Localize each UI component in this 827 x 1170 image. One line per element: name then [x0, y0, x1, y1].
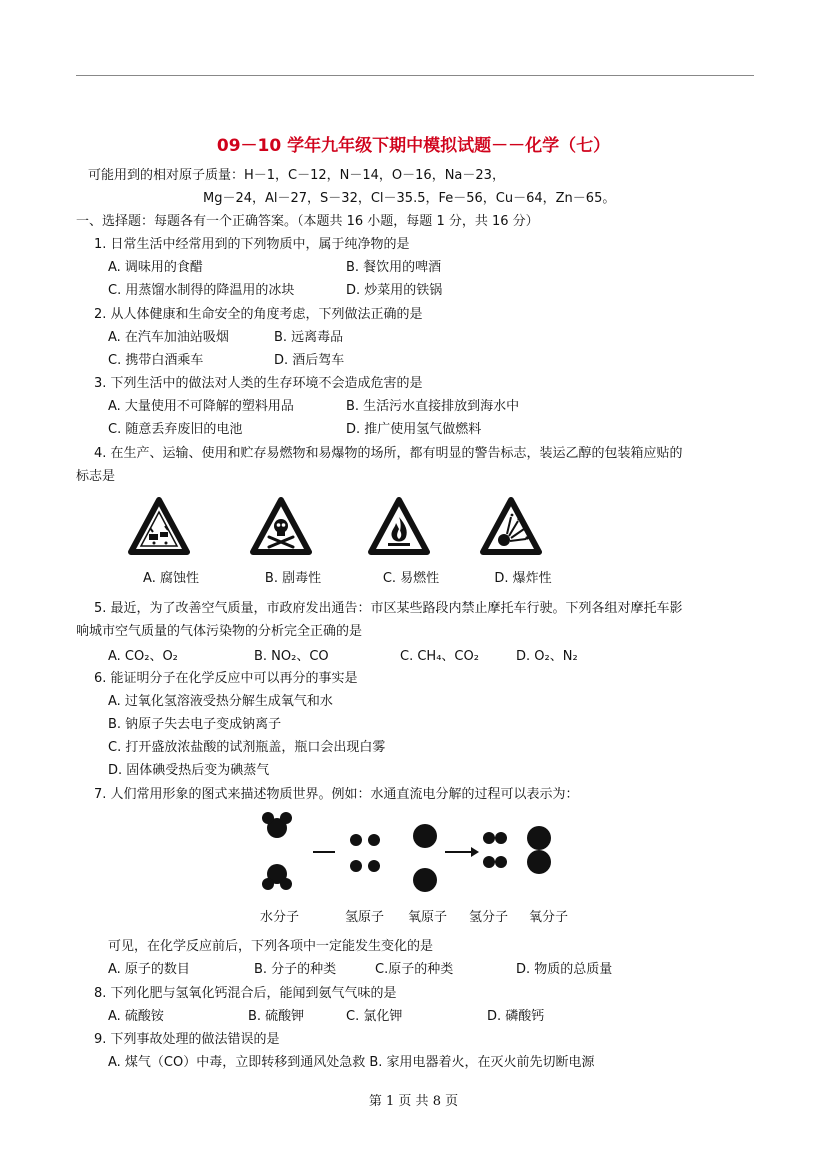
molecule-label: 水分子 [260, 910, 300, 925]
question-5-option-a: A. CO₂、O₂ [108, 649, 178, 664]
page-number: 第 1 页 共 8 页 [368, 1094, 459, 1109]
molecule-label: 氢原子 [345, 910, 385, 925]
question-7-option-c: C.原子的种类 [375, 962, 454, 977]
warning-signs-figure [126, 497, 566, 589]
question-8-option-d: D. 磷酸钙 [487, 1009, 545, 1024]
atomic-mass-line-2: Mg－24，Al－27，S－32，Cl－35.5，Fe－56，Cu－64，Zn－65。 [203, 191, 616, 206]
question-2-option-c: C. 携带白酒乘车 [108, 353, 204, 368]
sign-corrosive [126, 497, 216, 589]
water-molecule-icon [262, 812, 292, 890]
atomic-mass-line-1: 可能用到的相对原子质量：H－1，C－12，N－14，O－16，Na－23， [88, 168, 505, 183]
electrolysis-diagram [255, 808, 575, 928]
flame-sign-icon [368, 497, 430, 559]
sign-label: C. 易燃性 [382, 571, 440, 586]
sign-explosive [478, 497, 568, 589]
question-3-option-b: B. 生活污水直接排放到海水中 [346, 399, 520, 414]
question-9-options-ab: A. 煤气（CO）中毒，立即转移到通风处急救 B. 家用电器着火，在灭火前先切断电源 [108, 1055, 595, 1070]
sign-flammable [366, 497, 456, 589]
question-8-option-b: B. 硫酸钾 [248, 1009, 305, 1024]
question-5-option-b: B. NO₂、CO [254, 649, 329, 664]
header-rule [76, 75, 754, 76]
section-heading: 一、选择题：每题各有一个正确答案。（本题共 16 小题，每题 1 分，共 16 分） [76, 214, 539, 229]
skull-crossbones-sign-icon [250, 497, 312, 559]
question-2-option-d: D. 酒后驾车 [274, 353, 345, 368]
question-4-stem-line-1: 4. 在生产、运输、使用和贮存易燃物和易爆物的场所，都有明显的警告标志，装运乙醇的包装箱应贴的 [94, 446, 683, 461]
question-2-stem: 2. 从人体健康和生命安全的角度考虑，下列做法正确的是 [94, 307, 423, 322]
question-6-option-c: C. 打开盛放浓盐酸的试剂瓶盖，瓶口会出现白雾 [108, 740, 386, 755]
sign-label: B. 剧毒性 [264, 571, 322, 586]
question-3-option-d: D. 推广使用氢气做燃料 [346, 422, 482, 437]
question-1-option-c: C. 用蒸馏水制得的降温用的冰块 [108, 283, 295, 298]
question-7-follow-up: 可见，在化学反应前后，下列各项中一定能发生变化的是 [108, 939, 434, 954]
question-8-option-c: C. 氯化钾 [346, 1009, 403, 1024]
question-3-option-c: C. 随意丢弃废旧的电池 [108, 422, 243, 437]
question-7-option-a: A. 原子的数目 [108, 962, 190, 977]
question-4-stem-line-2: 标志是 [76, 469, 116, 484]
sign-toxic [248, 497, 338, 589]
question-3-stem: 3. 下列生活中的做法对人类的生存环境不会造成危害的是 [94, 376, 423, 391]
question-6-option-a: A. 过氧化氢溶液受热分解生成氧气和水 [108, 694, 333, 709]
question-1-stem: 1. 日常生活中经常用到的下列物质中，属于纯净物的是 [94, 237, 410, 252]
question-5-stem-line-2: 响城市空气质量的气体污染物的分析完全正确的是 [76, 624, 363, 639]
question-6-stem: 6. 能证明分子在化学反应中可以再分的事实是 [94, 671, 358, 686]
question-1-option-d: D. 炒菜用的铁锅 [346, 283, 443, 298]
question-7-option-b: B. 分子的种类 [254, 962, 337, 977]
question-1-option-b: B. 餐饮用的啤酒 [346, 260, 442, 275]
sign-label: A. 腐蚀性 [143, 571, 199, 586]
molecule-label: 氧原子 [408, 910, 448, 925]
question-6-option-b: B. 钠原子失去电子变成钠离子 [108, 717, 282, 732]
question-6-option-d: D. 固体碘受热后变为碘蒸气 [108, 763, 270, 778]
question-7-stem: 7. 人们常用形象的图式来描述物质世界。例如：水通直流电分解的过程可以表示为： [94, 787, 579, 802]
question-7-option-d: D. 物质的总质量 [516, 962, 613, 977]
question-2-option-b: B. 远离毒品 [274, 330, 344, 345]
question-8-option-a: A. 硫酸铵 [108, 1009, 164, 1024]
sign-label: D. 爆炸性 [494, 571, 552, 586]
explosion-sign-icon [480, 497, 542, 559]
molecule-label: 氧分子 [529, 910, 569, 925]
molecule-models-icon [255, 808, 575, 906]
question-3-option-a: A. 大量使用不可降解的塑料用品 [108, 399, 294, 414]
question-9-stem: 9. 下列事故处理的做法错误的是 [94, 1032, 280, 1047]
question-5-option-d: D. O₂、N₂ [516, 649, 578, 664]
question-2-option-a: A. 在汽车加油站吸烟 [108, 330, 229, 345]
page-title: 09－10 学年九年级下期中模拟试题－－化学（七） [216, 136, 611, 156]
question-8-stem: 8. 下列化肥与氢氧化钙混合后，能闻到氨气气味的是 [94, 986, 397, 1001]
molecule-label: 氢分子 [469, 910, 509, 925]
corrosive-sign-icon [128, 497, 190, 559]
question-5-stem-line-1: 5. 最近，为了改善空气质量，市政府发出通告：市区某些路段内禁止摩托车行驶。下列各组对摩托车影 [94, 601, 683, 616]
question-1-option-a: A. 调味用的食醋 [108, 260, 203, 275]
question-5-option-c: C. CH₄、CO₂ [400, 649, 479, 664]
